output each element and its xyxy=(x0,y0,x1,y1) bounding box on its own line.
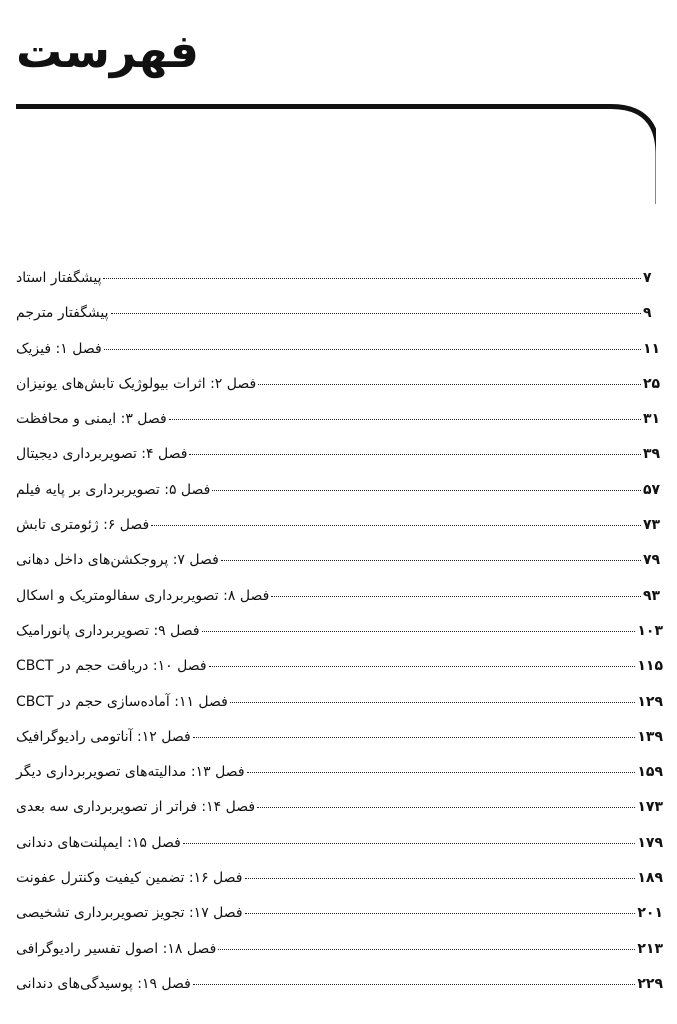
toc-page-number: ۱۲۹ xyxy=(637,693,663,710)
toc-entry-label: فصل ۳: ایمنی و محافظت xyxy=(16,411,167,428)
toc-entry-label: فصل ۲: اثرات بیولوژیک تابش‌های یونیزان xyxy=(16,375,257,392)
toc-entry-label: فصل ۱۴: فراتر از تصویربرداری سه بعدی xyxy=(16,799,256,816)
dot-leader xyxy=(183,843,636,844)
toc-page-number: ۱۳۹ xyxy=(637,728,663,745)
toc-row[interactable] xyxy=(16,376,663,411)
toc-entry-label: فصل ۱۱: آماده‌سازی حجم در CBCT xyxy=(16,693,228,710)
toc-page-number: ۱۰۳ xyxy=(637,622,663,639)
toc-page-number: ۱۱ xyxy=(643,340,661,357)
toc-entry-label: پیشگفتار استاد xyxy=(16,270,102,286)
toc-row[interactable] xyxy=(16,694,663,729)
toc-row[interactable] xyxy=(16,623,663,658)
dot-leader xyxy=(221,560,641,561)
dot-leader xyxy=(247,772,636,773)
toc-entry-label: فصل ۱۳: مدالیته‌های تصویربرداری دیگر xyxy=(16,764,245,781)
dot-leader xyxy=(271,596,641,597)
toc-page-number: ۲۰۱ xyxy=(637,905,663,922)
toc-page-number: ۲۱۳ xyxy=(637,940,663,957)
dot-leader xyxy=(212,490,641,491)
dot-leader xyxy=(189,454,641,455)
toc-entry-label: فصل ۴: تصویربرداری دیجیتال xyxy=(16,446,188,463)
toc-row[interactable] xyxy=(16,976,663,1011)
dot-leader xyxy=(209,666,636,667)
toc-entry-label: فصل ۶: ژئومتری تابش xyxy=(16,517,150,534)
toc-row[interactable] xyxy=(16,588,663,623)
toc-row[interactable] xyxy=(16,905,663,940)
dot-leader xyxy=(103,278,641,279)
toc-page-number: ۷۳ xyxy=(643,517,661,534)
toc-row[interactable] xyxy=(16,870,663,905)
toc-entry-label: فصل ۱۷: تجویز تصویربرداری تشخیصی xyxy=(16,905,243,922)
toc-entry-label: فصل ۱۸: اصول تفسیر رادیوگرافی xyxy=(16,940,217,957)
toc-page-number: ۲۵ xyxy=(643,375,661,392)
page-title: فهرست xyxy=(16,24,200,78)
toc-row[interactable] xyxy=(16,341,663,376)
toc-row[interactable] xyxy=(16,835,663,870)
toc-page-number: ۱۵۹ xyxy=(637,764,663,781)
toc-row[interactable] xyxy=(16,446,663,481)
table-of-contents xyxy=(16,270,663,1011)
dot-leader xyxy=(202,631,636,632)
dot-leader xyxy=(218,949,635,950)
toc-entry-label: فصل ۱: فیزیک xyxy=(16,340,102,357)
toc-row[interactable] xyxy=(16,411,663,446)
toc-row[interactable] xyxy=(16,764,663,799)
toc-page-number: ۹۳ xyxy=(643,587,661,604)
dot-leader xyxy=(104,349,641,350)
toc-entry-label: فصل ۹: تصویربرداری پانورامیک xyxy=(16,622,200,639)
dot-leader xyxy=(245,878,636,879)
toc-entry-label: فصل ۸: تصویربرداری سفالومتریک و اسکال xyxy=(16,587,270,604)
dot-leader xyxy=(257,807,635,808)
toc-page-number: ۷۹ xyxy=(643,552,661,569)
toc-page-number: ۳۱ xyxy=(643,411,661,428)
toc-row[interactable] xyxy=(16,552,663,587)
dot-leader xyxy=(258,384,641,385)
toc-row[interactable] xyxy=(16,729,663,764)
toc-page-number: ۱۷۳ xyxy=(637,799,663,816)
toc-page-number: ۱۱۵ xyxy=(637,658,663,675)
toc-page-number: ۵۷ xyxy=(643,481,661,498)
toc-page-number: ۷ xyxy=(643,270,652,286)
toc-row[interactable] xyxy=(16,517,663,552)
toc-entry-label: فصل ۱۰: دریافت حجم در CBCT xyxy=(16,658,207,675)
toc-page-number: ۲۲۹ xyxy=(637,975,663,992)
toc-page-number: ۹ xyxy=(643,305,652,322)
dot-leader xyxy=(245,913,636,914)
dot-leader xyxy=(151,525,641,526)
toc-row[interactable] xyxy=(16,305,663,340)
dot-leader xyxy=(193,984,635,985)
toc-entry-label: فصل ۱۹: پوسیدگی‌های دندانی xyxy=(16,975,191,992)
toc-row[interactable] xyxy=(16,941,663,976)
toc-row[interactable] xyxy=(16,658,663,693)
toc-row[interactable] xyxy=(16,799,663,834)
toc-row[interactable] xyxy=(16,482,663,517)
toc-page-number: ۳۹ xyxy=(643,446,661,463)
dot-leader xyxy=(169,419,641,420)
toc-page-number: ۱۸۹ xyxy=(637,870,663,887)
toc-entry-label: فصل ۱۲: آناتومی رادیوگرافیک xyxy=(16,728,191,745)
dot-leader xyxy=(193,737,636,738)
dot-leader xyxy=(111,313,641,314)
toc-entry-label: فصل ۱۶: تضمین کیفیت وکنترل عفونت xyxy=(16,870,243,887)
toc-entry-label: فصل ۷: پروجکشن‌های داخل دهانی xyxy=(16,552,219,569)
toc-row[interactable] xyxy=(16,270,663,305)
toc-page-number: ۱۷۹ xyxy=(637,834,663,851)
dot-leader xyxy=(230,702,635,703)
toc-entry-label: پیشگفتار مترجم xyxy=(16,305,109,322)
header-rule xyxy=(16,104,656,204)
toc-entry-label: فصل ۵: تصویربرداری بر پایه فیلم xyxy=(16,481,211,498)
toc-entry-label: فصل ۱۵: ایمپلنت‌های دندانی xyxy=(16,834,181,851)
